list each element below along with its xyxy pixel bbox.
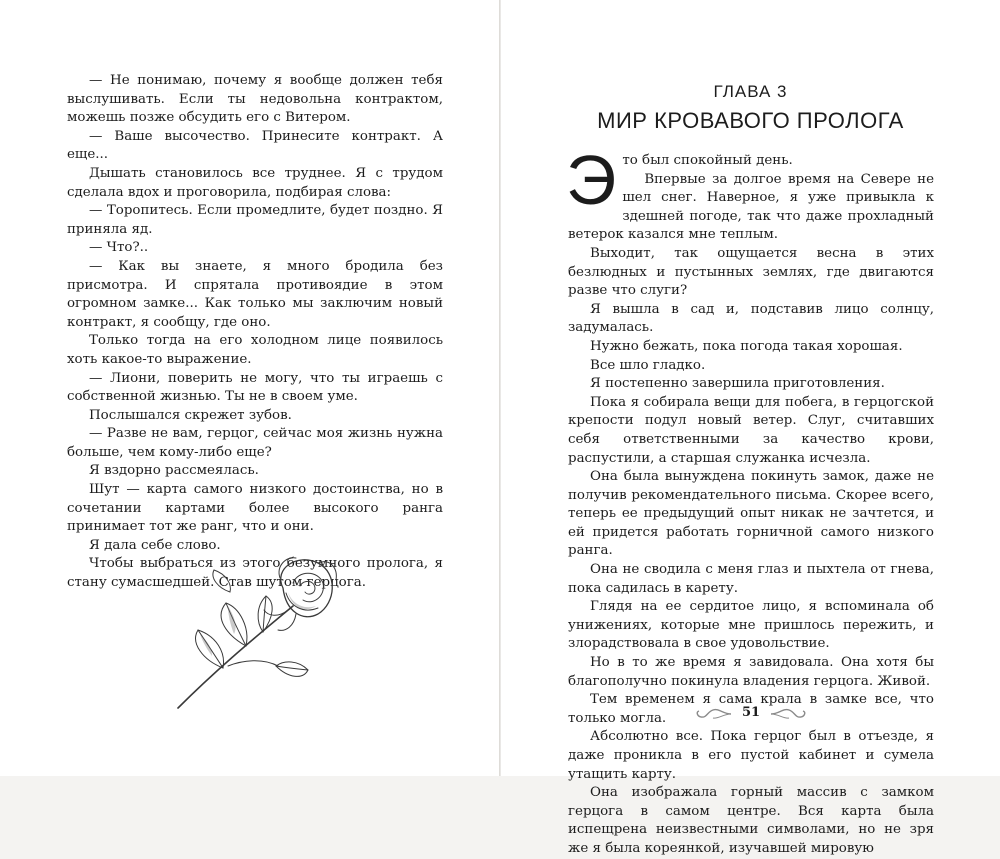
page-number: 51	[741, 705, 761, 720]
paragraph: Впервые за долгое время на Севере не шел снег. Наверное, я уже привыкла к здешней погоде, так что даже прохладный ветерок казался мне теплым.	[568, 171, 934, 243]
paragraph: — Лиони, поверить не могу, что ты играешь с собственной жизнью. Ты не в своем уме.	[67, 370, 443, 405]
paragraph: Я дала себе слово.	[89, 537, 221, 553]
paragraph: Она была вынуждена покинуть замок, даже не получив рекомендательного письма. Скорее всего, теперь ее предыдущий опыт никак не зачтется, и ей придется работать горничной самого низкого ранга.	[568, 469, 934, 559]
paragraph: Она изображала горный массив с замком герцога в самом центре. Вся карта была испещрена неизвестными символами, но не зря же я была кореянкой, изучавшей мировую	[568, 785, 934, 856]
chapter-label: ГЛАВА 3	[713, 82, 788, 101]
paragraph: — Ваше высочество. Принесите контракт. А еще...	[67, 128, 443, 163]
paragraph: Чтобы выбраться из этого безумного пролога, я стану сумасшедшей. Став шутом герцога.	[67, 556, 443, 591]
scroll-flourish-icon	[769, 704, 809, 724]
paragraph: Глядя на ее сердитое лицо, я вспоминала об унижениях, которые мне пришлось пережить, и злорадствовала в свое удовольствие.	[568, 599, 934, 652]
paragraph: Она не сводила с меня глаз и пыхтела от гнева, пока садилась в карету.	[568, 562, 934, 596]
paragraph: Я вышла в сад и, подставив лицо солнцу, задумалась.	[568, 301, 934, 336]
left-page	[0, 0, 499, 776]
paragraph: — Разве не вам, герцог, сейчас моя жизнь нужна больше, чем кому-либо еще?	[67, 426, 443, 460]
paragraph: — Что?..	[89, 240, 149, 256]
paragraph: Я постепенно завершила приготовления.	[590, 376, 885, 392]
paragraph: — Торопитесь. Если промедлите, будет поздно. Я приняла яд.	[67, 203, 443, 237]
right-page	[501, 0, 1000, 856]
rose-illustration-icon	[168, 548, 343, 718]
paragraph: Абсолютно все. Пока герцог был в отъезде, я даже проникла в его пустой кабинет и сумела утащить карту.	[568, 729, 934, 782]
paragraph: Все шло гладко.	[590, 357, 706, 373]
paragraph: — Как вы знаете, я много бродила без присмотра. И спрятала противоядие в этом огромном замке... Как только мы заключим новый контракт, я сообщу, где оно.	[67, 258, 443, 330]
page-folio	[501, 704, 1000, 724]
paragraph: Но в то же время я завидовала. Она хотя бы благополучно покинула владения герцога. Живой.	[568, 655, 934, 689]
left-page-text	[67, 72, 443, 593]
paragraph: Шут — карта самого низкого достоинства, но в сочетании картами более высокого ранга принимает тот же ранг, что и они.	[67, 482, 443, 535]
paragraph: Пока я собирала вещи для побега, в герцогской крепости подул новый ветер. Слуг, считавших себя ответственными за качество крови, распустили, а старшая служанка исчезла.	[568, 394, 934, 466]
right-page-text	[566, 141, 934, 859]
drop-cap: Э	[566, 141, 617, 219]
scroll-flourish-icon	[693, 704, 733, 724]
paragraph: Нужно бежать, пока погода такая хорошая.	[590, 338, 903, 354]
paragraph: — Не понимаю, почему я вообще должен тебя выслушивать. Если ты недовольна контрактом, можешь позже обсудить его с Витером.	[67, 73, 443, 126]
chapter-title: МИР КРОВАВОГО ПРОЛОГА	[597, 108, 904, 133]
paragraph: Послышался скрежет зубов.	[89, 407, 292, 423]
first-paragraph-text: то был спокойный день.	[622, 153, 793, 168]
paragraph: Я вздорно рассмеялась.	[89, 463, 259, 479]
paragraph: Только тогда на его холодном лице появилось хоть какое-то выражение.	[67, 333, 443, 367]
paragraph: Тем временем я сама крала в замке все, что только могла.	[568, 692, 934, 726]
paragraph: Дышать становилось все труднее. Я с трудом сделала вдох и проговорила, подбирая слова:	[67, 165, 443, 200]
paragraph: Выходит, так ощущается весна в этих безлюдных и пустынных землях, где двигаются разве что слуги?	[568, 245, 934, 299]
